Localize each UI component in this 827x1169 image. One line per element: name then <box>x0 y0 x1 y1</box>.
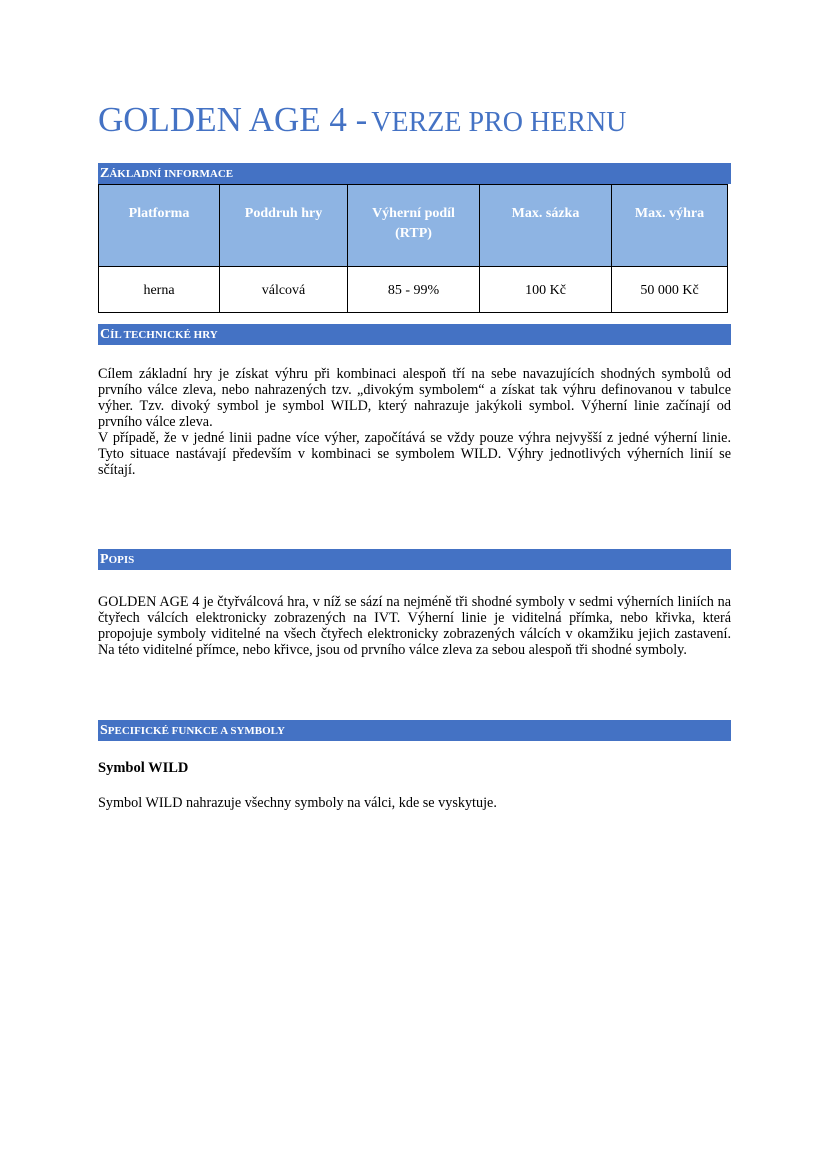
rest: PECIFICKÉ FUNKCE A SYMBOLY <box>107 725 285 737</box>
page-title <box>98 100 626 140</box>
wild-heading: Symbol WILD <box>98 760 189 776</box>
desc-paragraph: GOLDEN AGE 4 je čtyřválcová hra, v níž se sází na nejméně tři shodné symboly v sedmi výherních liniích na čtyřech válcích elektronicky zobrazených na IVT. Výherní linie je viditelná přímka, nebo křivka, která propojuje symboly viditelné na všech čtyřech elektronicky zobrazených válcích v okamžiku jejich zastavení. Na této viditelné přímce, nebo křivce, jsou od prvního válce zleva za sebou alespoň tři shodné symboly. <box>98 594 731 658</box>
basic-info-table <box>98 184 728 313</box>
th-rtp: Výherní podíl (RTP) <box>348 185 480 267</box>
cap: P <box>100 552 109 567</box>
section-header-basic <box>98 163 731 184</box>
section-header-desc <box>98 549 731 570</box>
title-sub: VERZE PRO HERNU <box>371 107 627 138</box>
td-rtp: 85 - 99% <box>348 267 480 313</box>
wild-paragraph: Symbol WILD nahrazuje všechny symboly na válci, kde se vyskytuje. <box>98 795 497 811</box>
cap: S <box>100 723 108 738</box>
goal-text <box>98 366 731 478</box>
cap: Z <box>100 166 110 181</box>
goal-paragraph-2: V případě, že v jedné linii padne více výher, započítává se vždy pouze výhra nejvyšší z jedné výherní linie. Tyto situace nastávají především v kombinaci se symbolem WILD. Výhry jednotlivých výherních linií se sčítají. <box>98 430 731 478</box>
td-max-win: 50 000 Kč <box>612 267 728 313</box>
rest: OPIS <box>108 554 135 566</box>
td-max-bet: 100 Kč <box>480 267 612 313</box>
title-main: GOLDEN AGE 4 - <box>98 100 368 139</box>
desc-text <box>98 594 731 658</box>
td-platform: herna <box>99 267 220 313</box>
td-subtype: válcová <box>220 267 348 313</box>
section-header-special <box>98 720 731 741</box>
th-max-bet: Max. sázka <box>480 185 612 267</box>
th-max-win: Max. výhra <box>612 185 728 267</box>
th-subtype: Poddruh hry <box>220 185 348 267</box>
rest: ÁKLADNÍ INFORMACE <box>109 168 234 180</box>
cap: C <box>100 327 111 342</box>
goal-paragraph-1: Cílem základní hry je získat výhru při kombinaci alespoň tří na sebe navazujících shodných symbolů od prvního válce zleva, nebo nahrazených tzv. „divokým symbolem“ a získat tak výhru definovanou v tabulce výher. Tzv. divoký symbol je symbol WILD, který nahrazuje jakýkoli symbol. Výherní linie začínají od prvního válce zleva. <box>98 366 731 430</box>
rest: ÍL TECHNICKÉ HRY <box>110 329 218 341</box>
wild-text <box>98 795 731 811</box>
th-platform: Platforma <box>99 185 220 267</box>
section-header-goal <box>98 324 731 345</box>
